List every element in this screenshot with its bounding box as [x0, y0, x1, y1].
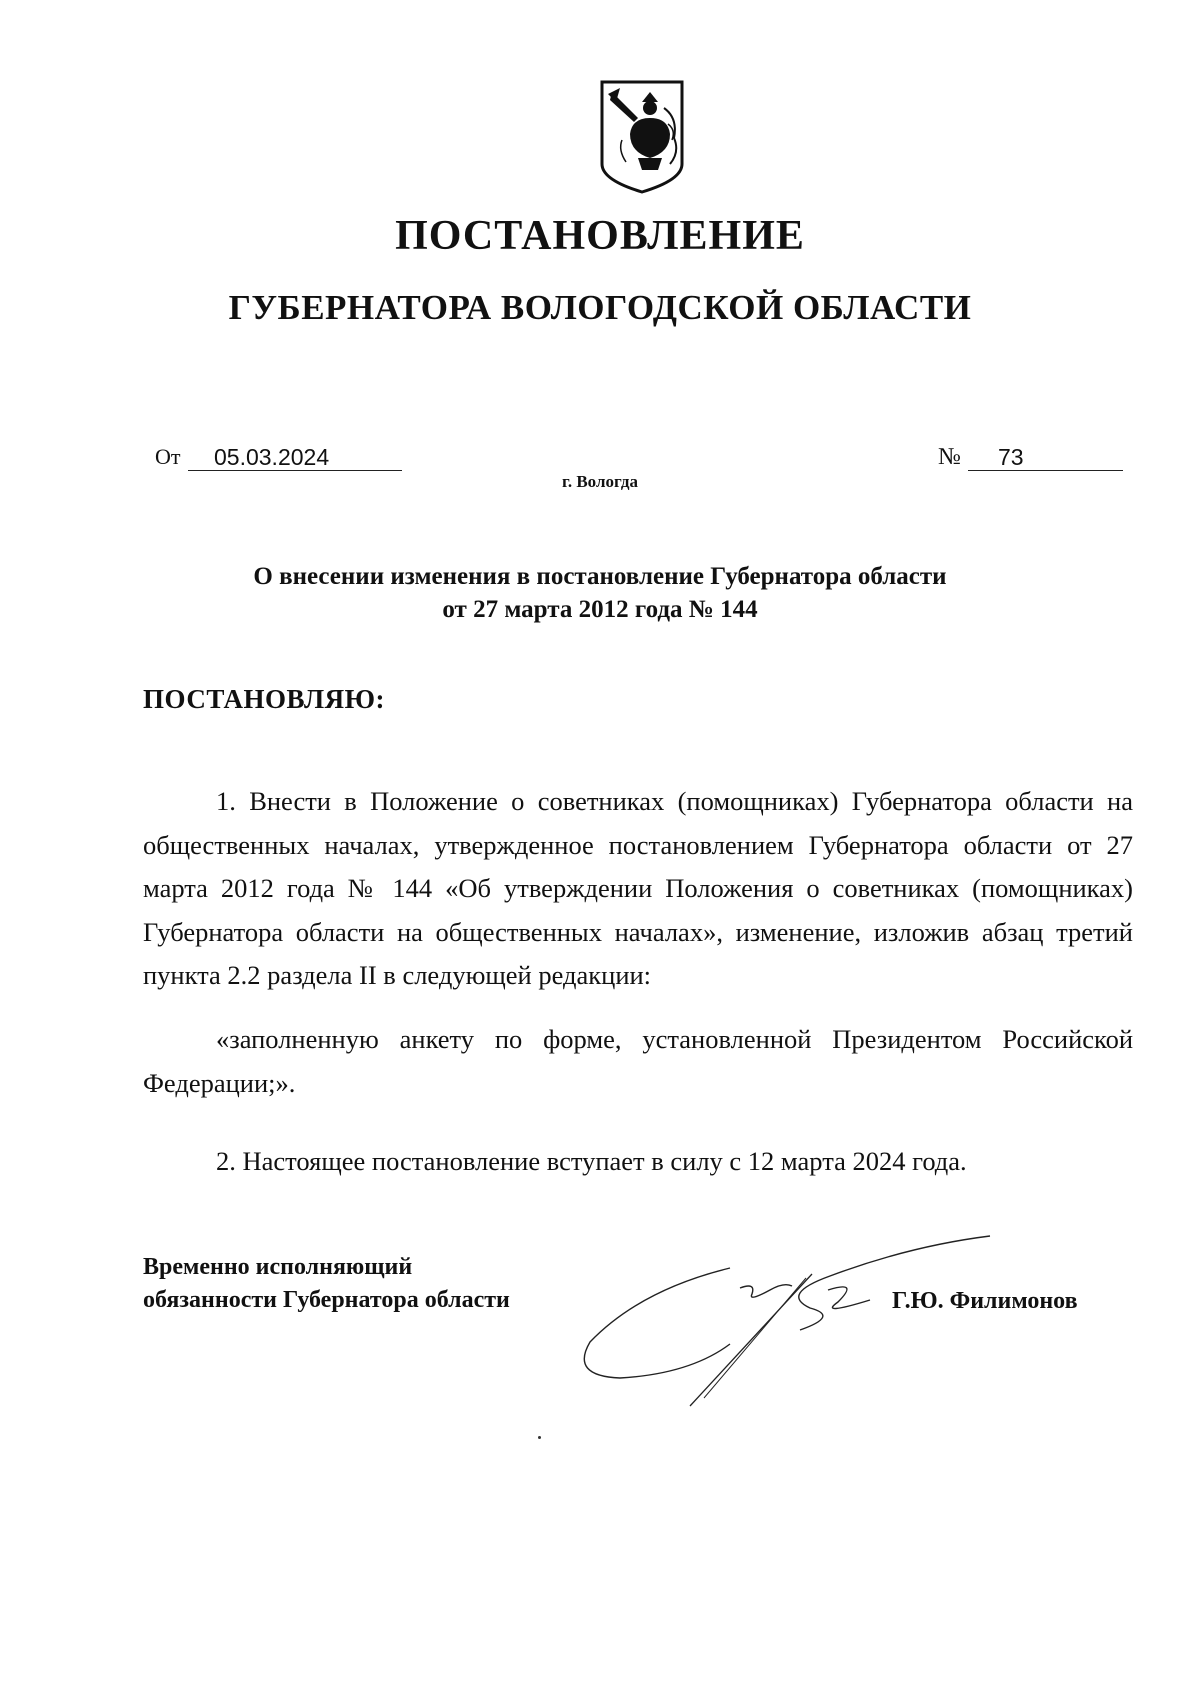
city: г. Вологда — [562, 472, 638, 491]
subject-line-2: от 27 марта 2012 года № 144 — [442, 596, 758, 623]
document-number: 73 — [968, 444, 1123, 471]
resolve-heading: ПОСТАНОВЛЯЮ: — [143, 684, 385, 714]
document-subject — [0, 560, 1200, 626]
signatory-title — [143, 1251, 510, 1317]
coat-of-arms-icon — [598, 78, 686, 196]
signatory-title-line-1: Временно исполняющий — [143, 1254, 413, 1280]
date-label: От — [155, 444, 181, 469]
paragraph-2: 2. Настоящее постановление вступает в силу с 12 марта 2024 года. — [216, 1146, 967, 1176]
handwritten-signature-icon — [580, 1220, 1000, 1410]
document-type-title: ПОСТАНОВЛЕНИЕ — [395, 213, 805, 259]
subject-line-1: О внесении изменения в постановление Губернатора области — [253, 563, 947, 590]
scan-speck — [538, 1436, 541, 1439]
paragraph-quote: «заполненную анкету по форме, установленной Президентом Российской Федерации;». — [143, 1024, 1133, 1098]
signatory-name: Г.Ю. Филимонов — [892, 1288, 1078, 1314]
issuing-authority: ГУБЕРНАТОРА ВОЛОГОДСКОЙ ОБЛАСТИ — [228, 288, 972, 327]
document-date: 05.03.2024 — [188, 444, 402, 471]
paragraph-1: 1. Внести в Положение о советниках (помощниках) Губернатора области на общественных началах, утвержденное постановлением Губернатора области от 27 марта 2012 года № 144 «Об утверждении Положения о советниках (помощниках) Губернатора области на общественных началах», изменение, изложив абзац третий пункта 2.2 раздела II в следующей редакции: — [143, 786, 1133, 990]
number-label: № — [938, 444, 961, 470]
signatory-title-line-2: обязанности Губернатора области — [143, 1287, 510, 1313]
